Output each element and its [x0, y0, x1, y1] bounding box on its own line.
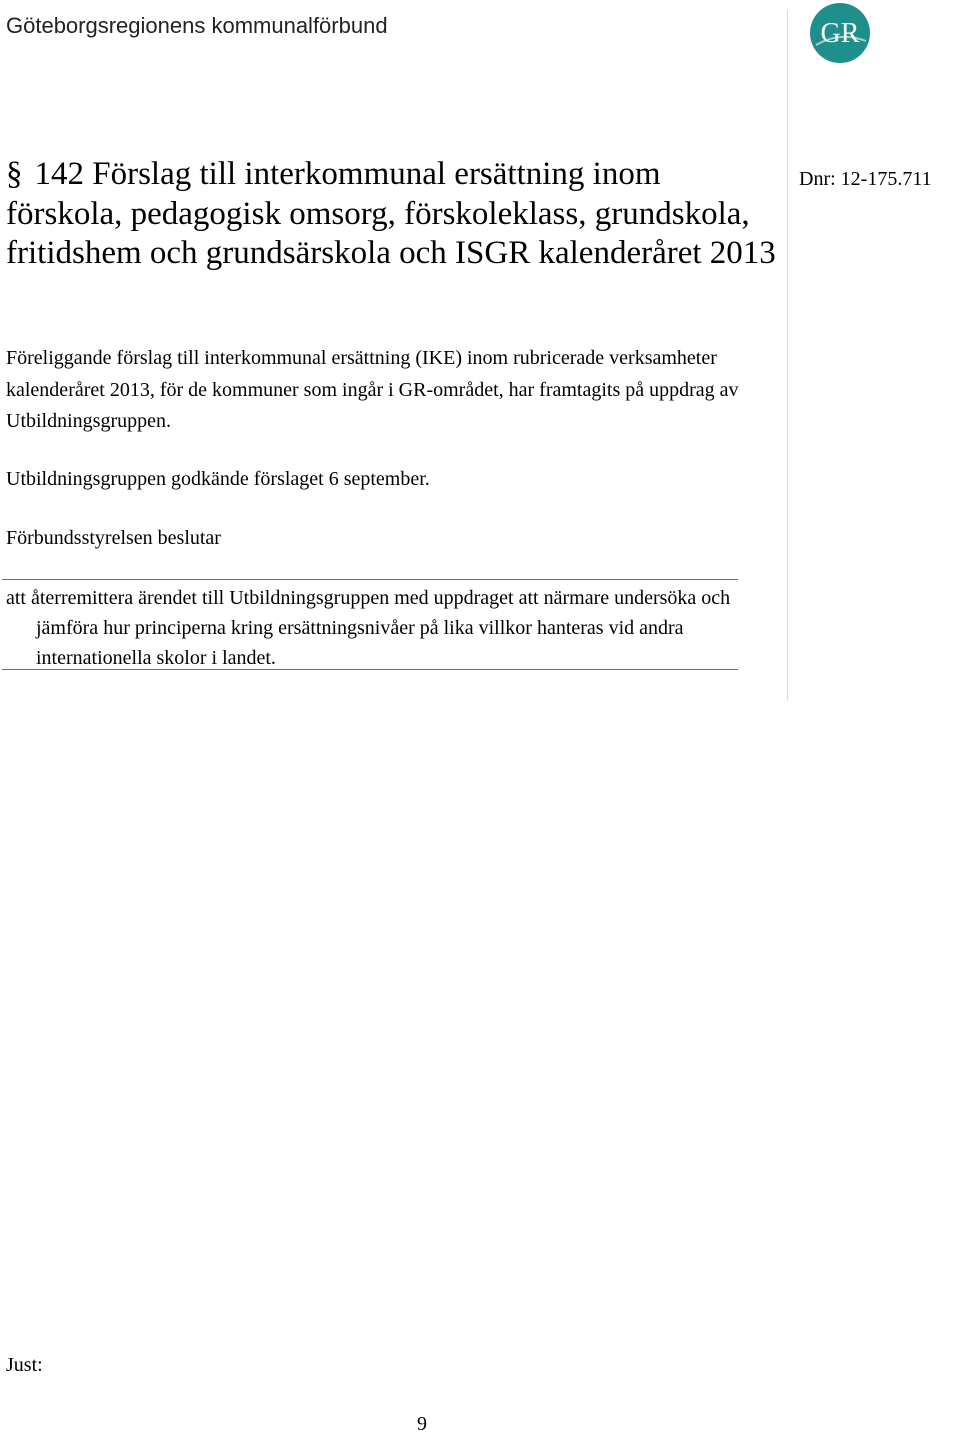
- just-label: Just:: [6, 1354, 43, 1376]
- svg-text:GR: GR: [820, 18, 860, 49]
- section-heading: [6, 155, 776, 274]
- diary-number: Dnr: 12-175.711: [799, 168, 932, 190]
- section-title: 142 Förslag till interkommunal ersättning inom förskola, pedagogisk omsorg, förskoleklass, grundskola, fritidshem och grundsärskola och ISGR kalenderåret 2013: [6, 156, 776, 271]
- decision-intro: Förbundsstyrelsen beslutar: [6, 527, 221, 549]
- organization-name: Göteborgsregionens kommunalförbund: [6, 13, 388, 38]
- page-number: 9: [417, 1413, 427, 1435]
- decision-text: att återremittera ärendet till Utbildningsgruppen med uppdraget att närmare undersöka och jämföra hur principerna kring ersättningsnivåer på lika villkor hanteras vid andra internationella skolor i landet.: [6, 587, 731, 669]
- paragraph-proposal: Föreliggande förslag till interkommunal ersättning (IKE) inom rubricerade verksamheter kalenderåret 2013, för de kommuner som ingår i GR-området, har framtagits på uppdrag av Utbildningsgruppen.: [6, 347, 739, 432]
- decision-top-rule: [2, 579, 738, 580]
- gr-logo: [808, 1, 872, 65]
- margin-rule: [787, 10, 788, 700]
- decision-bottom-rule: [2, 669, 738, 670]
- paragraph-approval: Utbildningsgruppen godkände förslaget 6 september.: [6, 468, 430, 490]
- section-symbol: §: [6, 156, 23, 192]
